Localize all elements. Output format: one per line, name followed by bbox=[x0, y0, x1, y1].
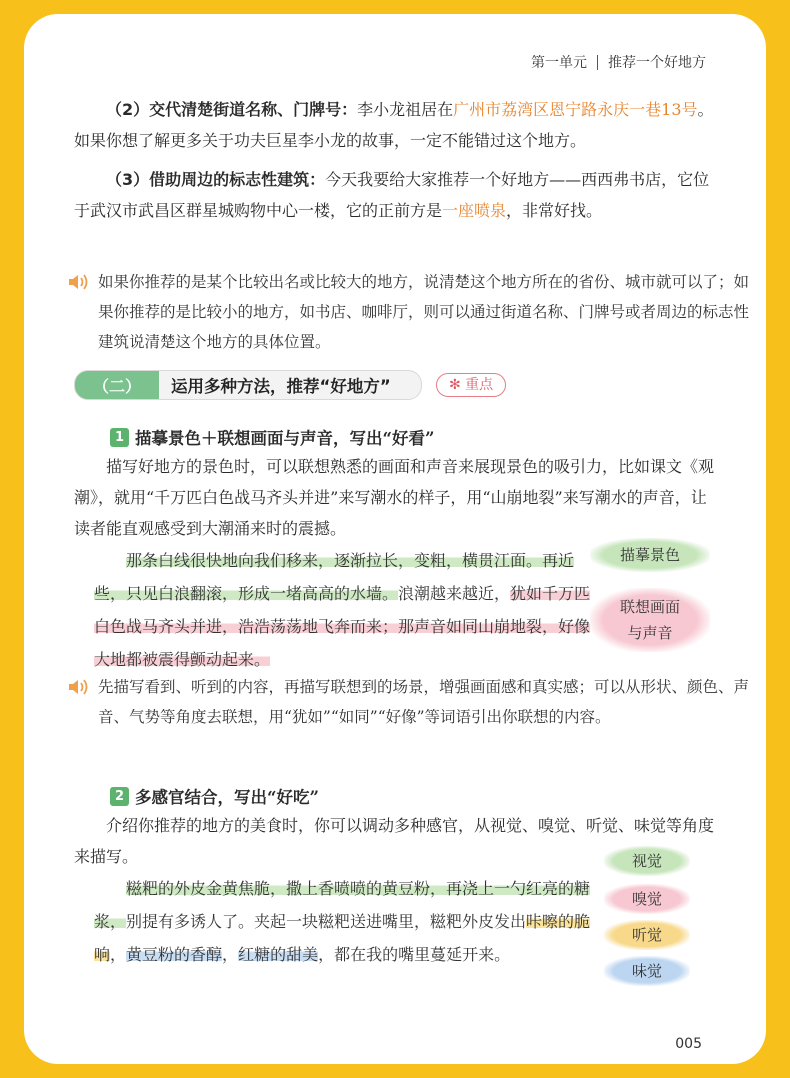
tip-imagine bbox=[68, 672, 758, 732]
example-tide bbox=[94, 544, 600, 676]
street-text-2: 。如果你想了解更多关于功夫巨星李小龙的故事，一定不能错过这个地方。 bbox=[74, 100, 714, 150]
speaker-icon bbox=[68, 678, 90, 696]
tag-taste: 味觉 bbox=[604, 956, 690, 986]
subheading-title: 多感官结合，写出“好吃” bbox=[135, 788, 319, 807]
landmark-label: （3）借助周边的标志性建筑： bbox=[106, 170, 326, 189]
number-badge: 1 bbox=[110, 428, 129, 447]
highlight-hearing: 咔嚓的脆响 bbox=[94, 912, 591, 964]
number-badge: 2 bbox=[110, 787, 129, 806]
highlight-sight: 糍粑的外皮金黄焦脆，撒上香喷喷的黄豆粉，再浇上一勺红亮的糖浆， bbox=[94, 879, 591, 931]
landmark-highlight: 一座喷泉 bbox=[442, 201, 507, 220]
subheading-senses bbox=[110, 784, 319, 808]
subheading-title: 描摹景色＋联想画面与声音，写出“好看” bbox=[135, 429, 435, 448]
example-ciba-text: 别提有多诱人了。夹起一块糍粑送进嘴里，糍粑外皮发出 bbox=[126, 912, 527, 931]
example-ciba bbox=[94, 872, 600, 971]
chapter-title: 推荐一个好地方 bbox=[608, 55, 706, 71]
street-label: （2）交代清楚街道名称、门牌号： bbox=[106, 100, 358, 119]
page bbox=[24, 14, 766, 1064]
tag-scene: 描摹景色 bbox=[590, 538, 710, 572]
street-text-1: 李小龙祖居在 bbox=[357, 100, 454, 119]
tag-imagine: 联想画面与声音 bbox=[590, 588, 710, 652]
paragraph-scenery-intro: 描写好地方的景色时，可以联想熟悉的画面和声音来展现景色的吸引力，比如课文《观潮》，就用“千万匹白色战马齐头并进”来写潮水的样子，用“山崩地裂”来写潮水的声音，让读者能直观感受到大潮涌来时的震撼。 bbox=[74, 457, 715, 538]
section-two-heading bbox=[74, 370, 506, 400]
street-address: 广州市荔湾区恩宁路永庆一巷13号 bbox=[453, 100, 698, 119]
speaker-icon bbox=[68, 273, 90, 291]
tip-location bbox=[68, 267, 758, 357]
highlight-taste: 红糖的甜美 bbox=[238, 945, 319, 964]
example-ciba-comma: ， bbox=[222, 945, 239, 964]
page-number: 005 bbox=[675, 1036, 702, 1052]
example-tide-text: 浪潮越来越近， bbox=[398, 584, 511, 603]
example-ciba-comma: ， bbox=[110, 945, 127, 964]
highlight-imagine: 犹如千万匹白色战马齐头并进，浩浩荡荡地飞奔而来；那声音如同山崩地裂，好像大地都被震得颤动起来。 bbox=[94, 584, 591, 669]
key-point-badge: ✻ 重点 bbox=[436, 373, 506, 397]
tag-sight: 视觉 bbox=[604, 846, 690, 876]
running-header bbox=[531, 52, 706, 72]
tag-smell: 嗅觉 bbox=[604, 884, 690, 914]
section-number: （二） bbox=[92, 376, 141, 396]
section-title: 运用多种方法，推荐“好地方” bbox=[171, 377, 391, 396]
tip-location-text: 如果你推荐的是某个比较出名或比较大的地方，说清楚这个地方所在的省份、城市就可以了；如果你推荐的是比较小的地方，如书店、咖啡厅，则可以通过街道名称、门牌号或者周边的标志性建筑说清楚这个地方的具体位置。 bbox=[98, 273, 750, 351]
paragraph-landmark bbox=[74, 164, 722, 226]
example-ciba-end: ，都在我的嘴里蔓延开来。 bbox=[318, 945, 511, 964]
section-pill bbox=[74, 370, 422, 400]
paragraph-street bbox=[74, 94, 722, 156]
header-divider bbox=[597, 55, 598, 70]
landmark-text-2: ，非常好找。 bbox=[506, 201, 603, 220]
tip-imagine-text: 先描写看到、听到的内容，再描写联想到的场景，增强画面感和真实感；可以从形状、颜色、声音、气势等角度去联想，用“犹如”“如同”“好像”等词语引出你联想的内容。 bbox=[98, 678, 750, 726]
highlight-scene: 那条白线很快地向我们移来，逐渐拉长，变粗，横贯江面。再近些，只见白浪翻滚，形成一堵高高的水墙。 bbox=[94, 551, 575, 603]
unit-label: 第一单元 bbox=[531, 55, 587, 71]
tag-hearing: 听觉 bbox=[604, 920, 690, 950]
paragraph-senses-intro: 介绍你推荐的地方的美食时，你可以调动多种感官，从视觉、嗅觉、听觉、味觉等角度来描写。 bbox=[74, 816, 715, 866]
highlight-smell: 黄豆粉的香醇 bbox=[126, 945, 223, 964]
subheading-scenery bbox=[110, 425, 434, 449]
landmark-text-1: 今天我要给大家推荐一个好地方——西西弗书店，它位于武汉市武昌区群星城购物中心一楼，它的正前方是 bbox=[74, 170, 710, 220]
